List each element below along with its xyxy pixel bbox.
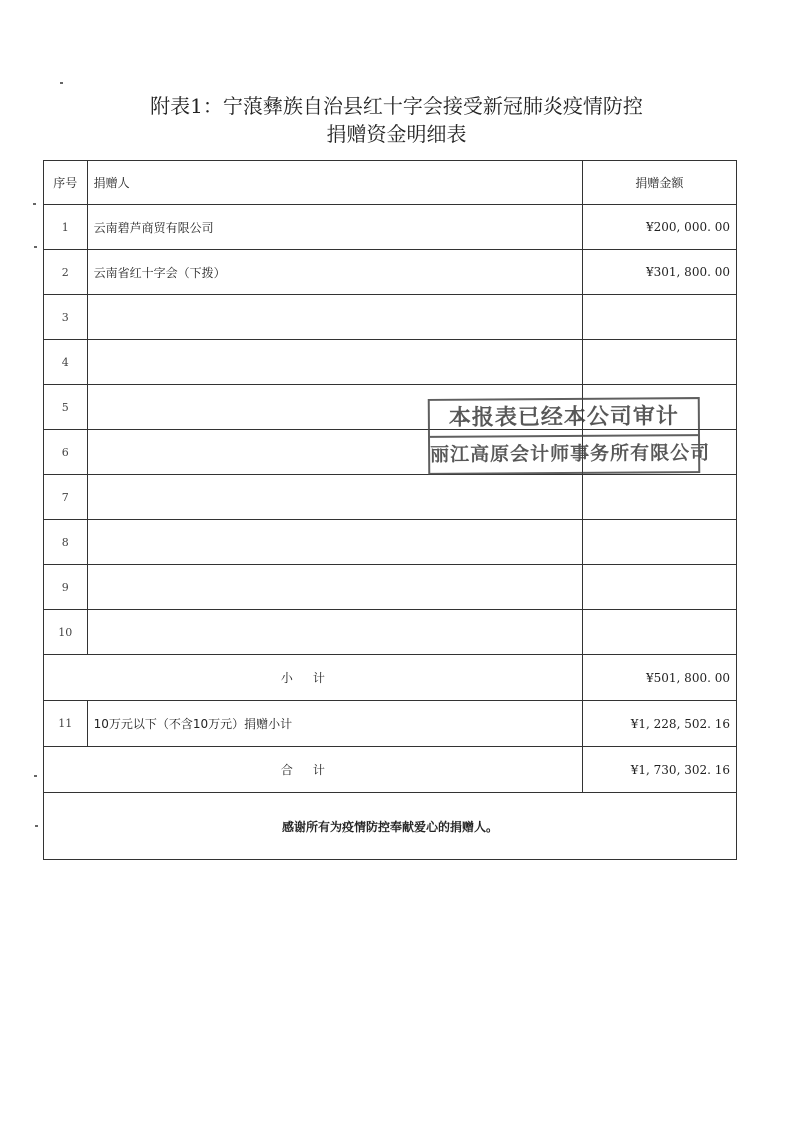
small-donations-amount: ¥1, 228, 502. 16: [582, 701, 736, 747]
audit-stamp: [428, 397, 711, 475]
table-row: [44, 340, 737, 385]
document-title-line2: 捐赠资金明细表: [326, 122, 467, 146]
row-no: 7: [44, 475, 88, 520]
row-amount: [582, 295, 736, 340]
small-donations-no: 11: [44, 701, 88, 747]
total-row: [44, 747, 737, 793]
scan-speck: [33, 203, 36, 205]
row-amount: [582, 340, 736, 385]
table-row: [44, 610, 737, 655]
row-donor: [87, 295, 582, 340]
total-label: 合计: [44, 747, 583, 793]
row-amount: ¥301, 800. 00: [582, 250, 736, 295]
row-no: 3: [44, 295, 88, 340]
row-donor: [87, 520, 582, 565]
row-donor: [87, 475, 582, 520]
row-no: 5: [44, 385, 88, 430]
thanks-note: 感谢所有为疫情防控奉献爱心的捐赠人。: [44, 793, 737, 860]
scan-speck: [35, 825, 38, 827]
table-row: [44, 250, 737, 295]
row-donor: [87, 610, 582, 655]
header-amount: 捐赠金额: [582, 161, 736, 205]
small-donations-row: [44, 701, 737, 747]
table-header-row: [44, 161, 737, 205]
audit-stamp-line1: 本报表已经本公司审计: [448, 403, 679, 431]
row-no: 9: [44, 565, 88, 610]
table-row: [44, 205, 737, 250]
header-donor: 捐赠人: [87, 161, 582, 205]
header-serial-no: 序号: [44, 161, 88, 205]
row-amount: [582, 475, 736, 520]
row-no: 8: [44, 520, 88, 565]
subtotal-row: [44, 655, 737, 701]
thanks-row: [44, 793, 737, 860]
row-donor: [87, 340, 582, 385]
row-no: 1: [44, 205, 88, 250]
row-no: 10: [44, 610, 88, 655]
table-row: [44, 520, 737, 565]
audit-stamp-line2: 丽江高原会计师事务所有限公司: [430, 434, 698, 473]
row-no: 6: [44, 430, 88, 475]
table-row: [44, 475, 737, 520]
row-donor: 云南碧芦商贸有限公司: [87, 205, 582, 250]
row-donor: 云南省红十字会（下拨）: [87, 250, 582, 295]
document-title-line1: 附表1：宁蒗彝族自治县红十字会接受新冠肺炎疫情防控: [150, 94, 643, 118]
scan-speck: [34, 246, 37, 248]
subtotal-label: 小计: [44, 655, 583, 701]
donation-table: [43, 160, 737, 860]
row-amount: [582, 610, 736, 655]
small-donations-label: 10万元以下（不含10万元）捐赠小计: [87, 701, 582, 747]
row-amount: ¥200, 000. 00: [582, 205, 736, 250]
row-donor: [87, 565, 582, 610]
row-amount: [582, 520, 736, 565]
scan-speck: [60, 82, 63, 84]
total-amount: ¥1, 730, 302. 16: [582, 747, 736, 793]
scan-speck: [34, 775, 37, 777]
row-no: 4: [44, 340, 88, 385]
table-row: [44, 295, 737, 340]
subtotal-amount: ¥501, 800. 00: [582, 655, 736, 701]
table-row: [44, 565, 737, 610]
row-no: 2: [44, 250, 88, 295]
row-amount: [582, 565, 736, 610]
